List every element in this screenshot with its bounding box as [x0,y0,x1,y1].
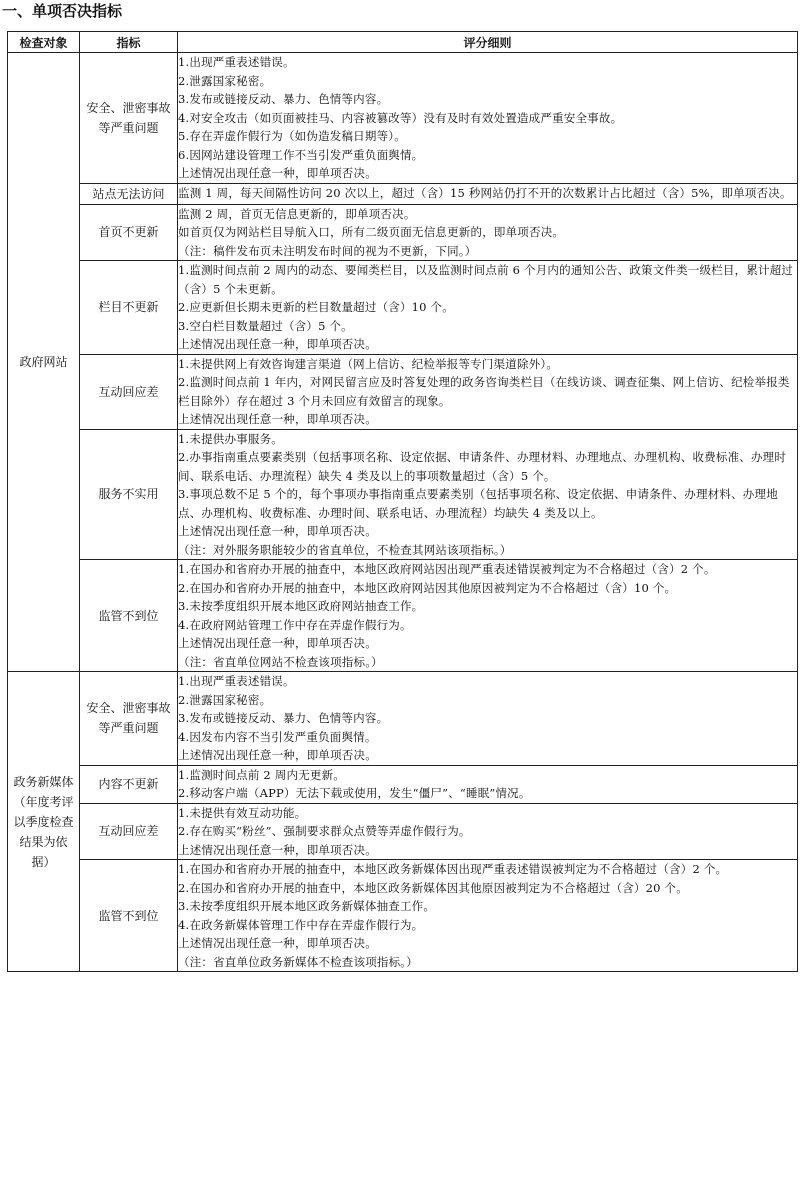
scoring-detail-cell [178,204,798,261]
indicator-cell [80,803,178,860]
check-target-cell [8,672,80,972]
detail-line: 4.在政务新媒体管理工作中存在弄虚作假行为。 [178,917,424,932]
detail-line: 上述情况出现任意一种，即单项否决。 [178,748,377,762]
detail-line: 1.出现严重表述错误。 [178,674,295,688]
detail-line: 1.出现严重表述错误。 [178,55,295,69]
detail-line: 上述情况出现任意一种，即单项否决。 [178,337,377,351]
header-indicator: 指标 [80,32,178,53]
table-row [8,183,798,204]
indicator-cell [80,53,178,184]
indicator-label: 站点无法访问 [92,186,165,201]
indicator-cell [80,765,178,803]
detail-line: 如首页仅为网站栏目导航入口，所有二级页面无信息更新的，即单项否决。 [178,225,565,239]
page-title: 一、单项否决指标 [2,2,123,20]
scoring-detail-cell [178,672,798,766]
scoring-detail-cell [178,429,798,560]
check-target-label: 政务新媒体（年度考评以季度检查结果为依据） [13,774,74,869]
detail-line: 2.办事指南重点要素类别（包括事项名称、设定依据、申请条件、办理材料、办理地点、办理机构、收费标准、办理时间、联系电话、办理流程）缺失 4 类及以上的事项数量超过（含）5 个。 [178,450,787,483]
detail-line: 上述情况出现任意一种，即单项否决。 [178,524,377,538]
detail-line: 1.未提供网上有效咨询建言渠道（网上信访、纪检举报等专门渠道除外）。 [178,356,559,371]
detail-line: 3.事项总数不足 5 个的，每个事项办事指南重点要素类别（包括事项名称、设定依据、申请条件、办理材料、办理地点、办理机构、收费标准、办理时间、联系电话、办理流程）均缺失 4 类及以上。 [178,487,778,520]
table-row [8,261,798,355]
table-row [8,672,798,766]
detail-line: 3.未按季度组织开展本地区政府网站抽查工作。 [178,599,424,613]
detail-line: 2.泄露国家秘密。 [178,692,272,707]
indicator-label: 安全、泄密事故等严重问题 [86,701,171,736]
table-header-row [8,32,798,53]
detail-line: 4.因发布内容不当引发严重负面舆情。 [178,729,377,744]
indicator-cell [80,354,178,429]
table-row [8,204,798,261]
indicator-cell [80,672,178,766]
indicator-cell [80,429,178,560]
table-row [8,53,798,184]
detail-line: 2.在国办和省府办开展的抽查中，本地区政务新媒体因其他原因被判定为不合格超过（含）20 个。 [178,880,688,895]
detail-line: 1.监测时间点前 2 周内的动态、要闻类栏目，以及监测时间点前 6 个月内的通知公告、政策文件类一级栏目，累计超过（含）5 个未更新。 [178,263,794,296]
detail-line: 2.监测时间点前 1 年内，对网民留言应及时答复处理的政务咨询类栏目（在线访谈、调查征集、网上信访、纪检举报类栏目除外）存在超过 3 个月未回应有效留言的现象。 [178,375,790,408]
detail-line: 3.发布或链接反动、暴力、色情等内容。 [178,711,389,725]
detail-line: 5.存在弄虚作假行为（如伪造发稿日期等）。 [178,129,406,143]
indicator-cell [80,560,178,672]
detail-line: 1.未提供有效互动功能。 [178,805,307,820]
indicator-cell [80,183,178,204]
table-row [8,860,798,972]
table-body [8,53,798,972]
detail-line: 4.对安全攻击（如页面被挂马、内容被篡改等）没有及时有效处置造成严重安全事故。 [178,110,623,125]
detail-line: 上述情况出现任意一种，即单项否决。 [178,842,377,857]
detail-line: 1.未提供办事服务。 [178,431,283,446]
indicator-label: 内容不更新 [98,777,159,791]
indicator-cell [80,860,178,972]
scoring-detail-cell [178,765,798,803]
detail-line: （注：省直单位网站不检查该项指标。） [178,654,383,669]
detail-line: （注：省直单位政务新媒体不检查该项指标。） [178,954,418,969]
detail-line: 上述情况出现任意一种，即单项否决。 [178,166,377,180]
indicator-label: 安全、泄密事故等严重问题 [86,100,171,135]
detail-line: 上述情况出现任意一种，即单项否决。 [178,936,377,950]
detail-line: （注：稿件发布页未注明发布时间的视为不更新，下同。） [178,243,477,258]
indicator-label: 栏目不更新 [98,300,159,315]
detail-line: 监测 2 周，首页无信息更新的，即单项否决。 [178,206,416,221]
header-detail: 评分细则 [178,32,798,53]
table-row [8,765,798,803]
check-target-cell [8,53,80,672]
detail-line: 6.因网站建设管理工作不当引发严重负面舆情。 [178,147,424,162]
detail-line: 3.未按季度组织开展本地区政务新媒体抽查工作。 [178,899,436,913]
table-row [8,354,798,429]
indicator-label: 互动回应差 [98,824,159,839]
indicator-label: 监管不到位 [98,608,159,623]
detail-line: 3.空白栏目数量超过（含）5 个。 [178,318,353,333]
detail-line: 2.存在购买“粉丝”、强制要求群众点赞等弄虚作假行为。 [178,824,471,838]
indicator-cell [80,261,178,355]
scoring-detail-cell [178,560,798,672]
detail-line: 上述情况出现任意一种，即单项否决。 [178,412,377,426]
scoring-detail-cell [178,183,798,204]
detail-line: 2.在国办和省府办开展的抽查中，本地区政府网站因其他原因被判定为不合格超过（含）10 个。 [178,580,677,595]
table-row [8,560,798,672]
table-row [8,803,798,860]
indicator-label: 服务不实用 [98,487,159,502]
indicator-label: 监管不到位 [98,908,159,923]
detail-line: 2.应更新但长期未更新的栏目数量超过（含）10 个。 [178,300,454,314]
detail-line: 2.泄露国家秘密。 [178,73,272,88]
detail-line: 4.在政府网站管理工作中存在弄虚作假行为。 [178,617,412,632]
scoring-detail-cell [178,803,798,860]
detail-line: 监测 1 周，每天间隔性访问 20 次以上，超过（含）15 秒网站仍打不开的次数累计占比超过（含）5%，即单项否决。 [178,186,792,201]
header-target: 检查对象 [8,32,80,53]
detail-line: 上述情况出现任意一种，即单项否决。 [178,636,377,650]
detail-line: （注：对外服务职能较少的省直单位，不检查其网站该项指标。） [178,542,512,557]
scoring-detail-cell [178,354,798,429]
indicator-label: 互动回应差 [98,384,159,399]
detail-line: 1.在国办和省府办开展的抽查中，本地区政务新媒体因出现严重表述错误被判定为不合格超过（含）2 个。 [178,862,728,876]
detail-line: 3.发布或链接反动、暴力、色情等内容。 [178,92,389,106]
check-target-label: 政府网站 [19,355,68,369]
detail-line: 1.监测时间点前 2 周内无更新。 [178,767,345,782]
veto-indicator-table [7,31,798,972]
scoring-detail-cell [178,261,798,355]
indicator-cell [80,204,178,261]
detail-line: 2.移动客户端（APP）无法下载或使用，发生“僵尸”、“睡眠”情况。 [178,786,531,800]
scoring-detail-cell [178,53,798,184]
indicator-label: 首页不更新 [98,225,159,240]
table-row [8,429,798,560]
detail-line: 1.在国办和省府办开展的抽查中，本地区政府网站因出现严重表述错误被判定为不合格超过（含）2 个。 [178,562,716,576]
scoring-detail-cell [178,860,798,972]
